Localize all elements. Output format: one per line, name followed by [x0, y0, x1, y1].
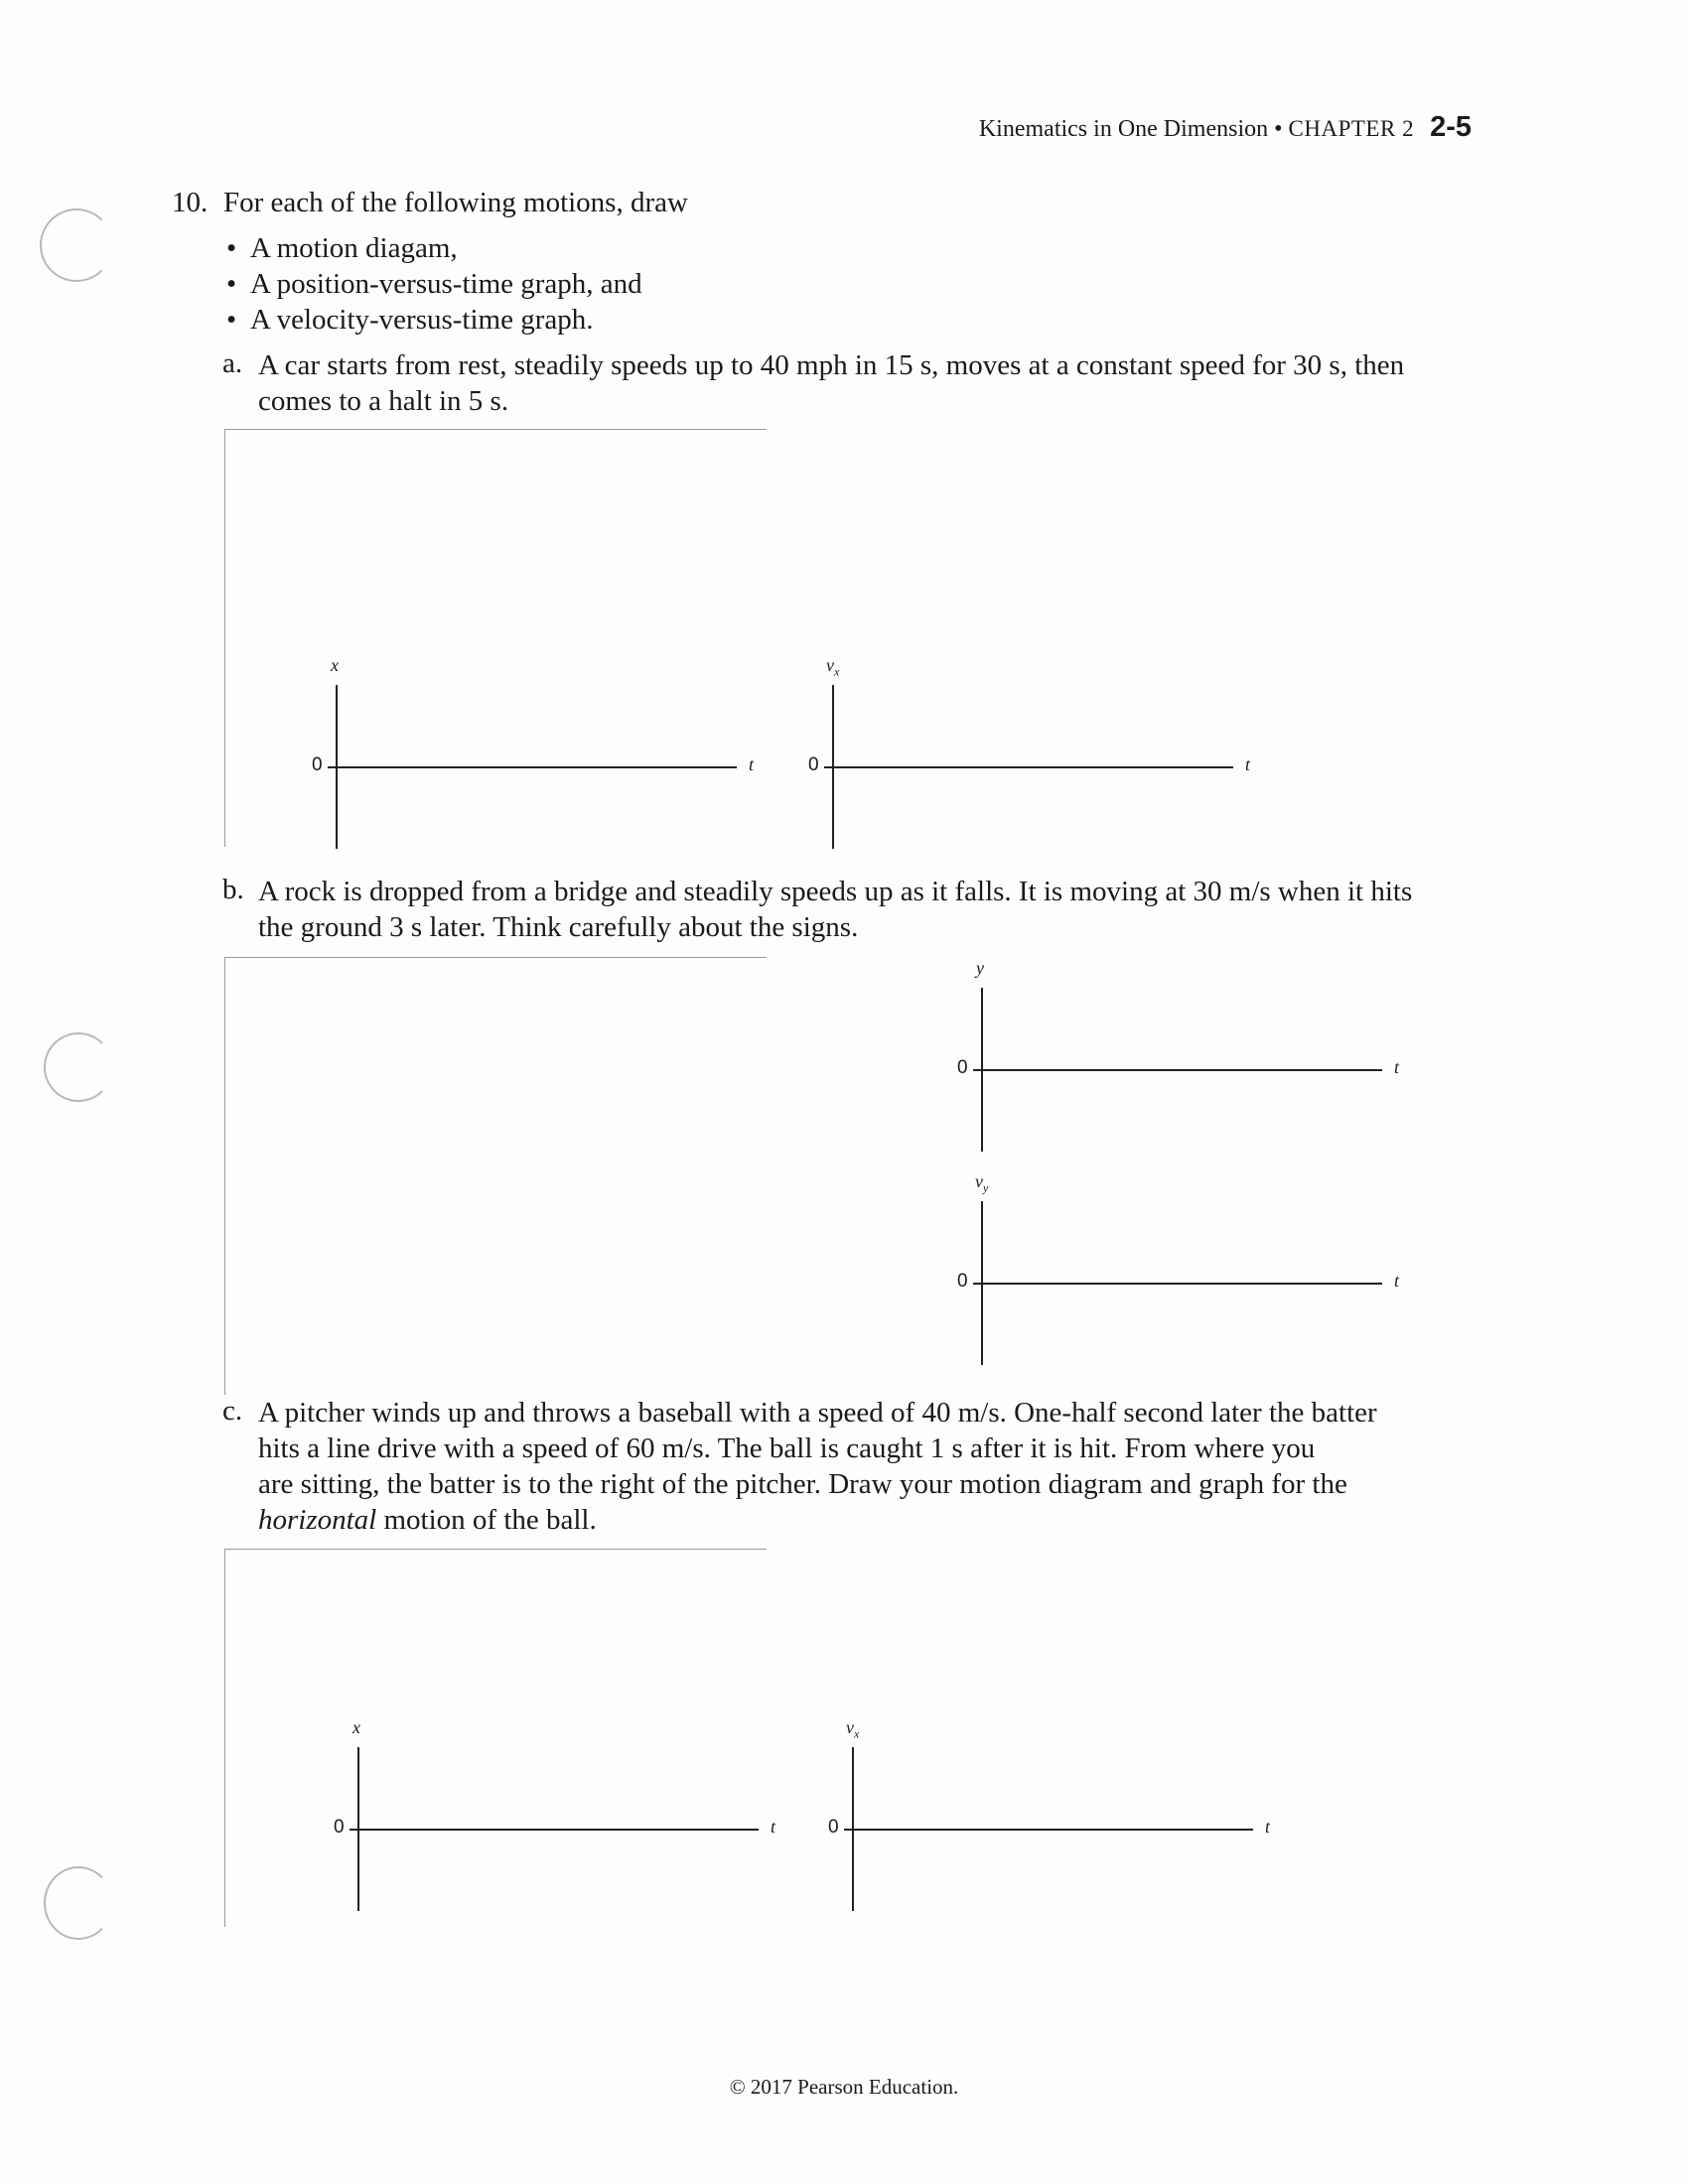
part-b-text: A rock is dropped from a bridge and steadily speeds up as it falls. It is moving at 30 m/s when it hits the ground 3 s later. Think carefully about the signs.: [258, 876, 1413, 943]
horizontal-axis: [973, 1283, 1382, 1285]
page-header: [979, 111, 1472, 144]
copyright-footer: © 2017 Pearson Education.: [729, 2075, 959, 2099]
axis-label-vy: $v_y$: [975, 1171, 989, 1195]
part-c-velocity-graph[interactable]: [814, 1717, 1281, 1916]
axis-label-y: y: [976, 958, 984, 978]
page-number: 2-5: [1430, 111, 1472, 143]
horizontal-axis: [844, 1829, 1253, 1831]
horizontal-axis: [328, 766, 737, 768]
question-intro: For each of the following motions, draw: [223, 187, 688, 218]
axis-label-t: t: [1394, 1057, 1400, 1077]
axis-label-vx: $v_x$: [846, 1717, 860, 1741]
header-chapter: CHAPTER 2: [1288, 116, 1415, 141]
binder-hole-top: [40, 208, 113, 282]
zero-label: 0: [957, 1271, 968, 1292]
part-a-text: A car starts from rest, steadily speeds up to 40 mph in 15 s, moves at a constant speed for 30 s, then comes to a halt in 5 s.: [258, 349, 1405, 417]
binder-hole-bottom: [44, 1866, 113, 1940]
binder-hole-middle: [44, 1032, 113, 1102]
bullet-item: • A velocity-versus-time graph.: [226, 304, 594, 336]
bullet-item: • A motion diagam,: [226, 232, 458, 264]
part-b-velocity-graph[interactable]: [943, 1171, 1410, 1370]
axis-label-x: x: [331, 655, 339, 675]
zero-label: 0: [808, 754, 819, 775]
axis-label-t: t: [749, 754, 755, 774]
horizontal-axis: [973, 1069, 1382, 1071]
zero-label: 0: [312, 754, 323, 775]
part-c-letter: c.: [222, 1395, 243, 1427]
part-a-letter: a.: [222, 347, 243, 379]
part-b-position-graph[interactable]: [943, 958, 1410, 1157]
bullet-item: • A position-versus-time graph, and: [226, 268, 642, 300]
axis-label-t: t: [1265, 1817, 1271, 1837]
axis-label-t: t: [771, 1817, 776, 1837]
header-title: Kinematics in One Dimension: [978, 116, 1269, 142]
zero-label: 0: [957, 1057, 968, 1078]
axis-label-t: t: [1245, 754, 1251, 774]
axis-label-t: t: [1394, 1271, 1400, 1291]
part-b-letter: b.: [222, 874, 244, 905]
part-c-text: A pitcher winds up and throws a baseball with a speed of 40 m/s. One-half second later the batter hits a line drive with a speed of 60 m/s. The ball is caught 1 s after it is hit. From where you are sitting, the batter is to the right of the pitcher. Draw your motion diagram and graph for the horizontal motion of the ball.: [258, 1397, 1377, 1536]
zero-label: 0: [828, 1817, 839, 1838]
zero-label: 0: [334, 1817, 345, 1838]
part-c-position-graph[interactable]: [320, 1717, 786, 1916]
horizontal-axis: [350, 1829, 759, 1831]
part-a-velocity-graph[interactable]: [794, 655, 1261, 854]
horizontal-axis: [824, 766, 1233, 768]
part-b-motion-diagram-box[interactable]: [224, 957, 767, 1395]
part-a-position-graph[interactable]: [298, 655, 765, 854]
axis-label-x: x: [352, 1717, 360, 1737]
header-separator: •: [1274, 116, 1283, 142]
axis-label-vx: $v_x$: [826, 655, 840, 679]
question-number: 10.: [172, 187, 209, 218]
bullet-list: [226, 230, 642, 338]
